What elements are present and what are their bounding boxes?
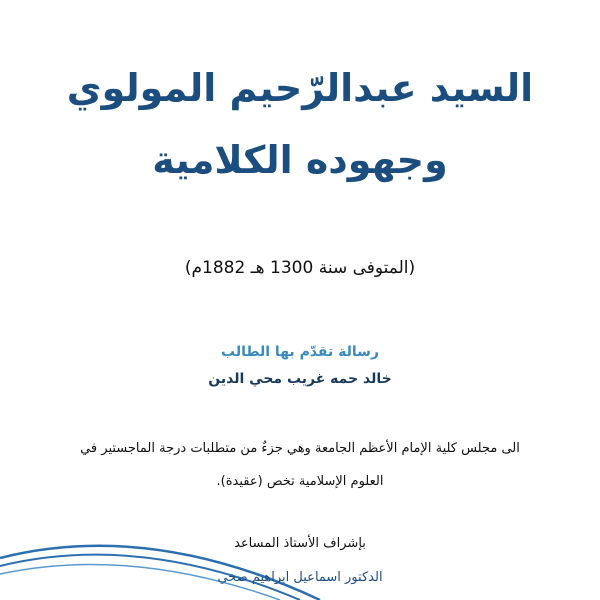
death-date: (المتوفى سنة 1300 هـ 1882م) xyxy=(184,258,416,278)
thesis-purpose-line-1: الى مجلس كلية الإمام الأعظم الجامعة وهي جزءٌ من متطلبات درجة الماجستير في xyxy=(80,441,520,456)
thesis-purpose-line-2: العلوم الإسلامية تخص (عقيدة). xyxy=(216,474,384,489)
presented-by-label: رسالة تقدّم بها الطالب xyxy=(221,344,379,360)
student-name: خالد حمه غريب محي الدين xyxy=(208,371,392,387)
title-line-1: السيد عبدالرّحيم المولوي xyxy=(66,66,534,110)
supervision-label: بإشراف الأستاذ المساعد xyxy=(234,536,366,551)
supervisor-name: الدكتور اسماعيل ابراهيم صخي xyxy=(217,570,383,585)
title-line-2: وجهوده الكلامية xyxy=(152,138,448,182)
